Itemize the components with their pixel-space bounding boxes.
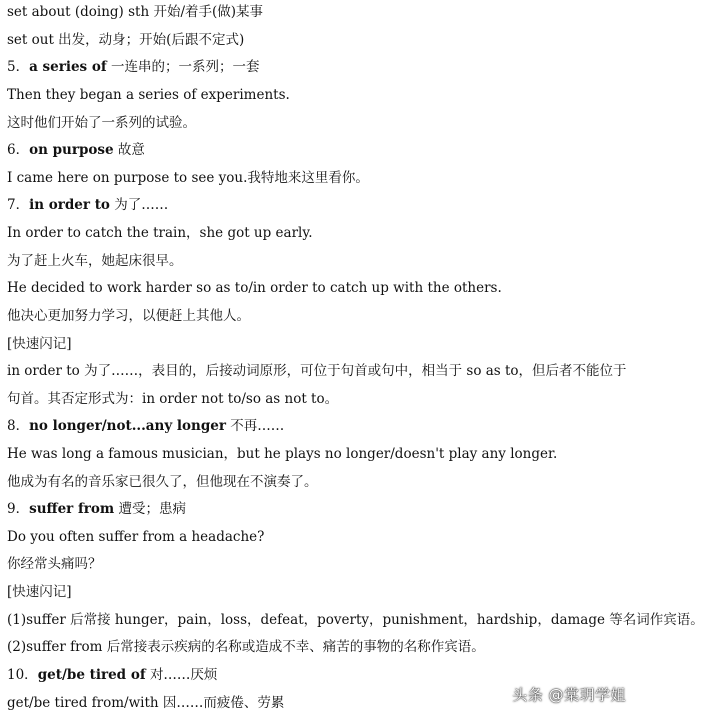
entry-number: 5． bbox=[7, 59, 30, 75]
text-line: 句首。其否定形式为：in order not to/so as not to。 bbox=[7, 391, 339, 407]
entry-term: a series of bbox=[29, 59, 107, 75]
text-line: Then they began a series of experiments. bbox=[7, 87, 290, 103]
entry-number: 8． bbox=[7, 418, 30, 434]
text-line: 这时他们开始了一系列的试验。 bbox=[7, 115, 196, 131]
entry-heading bbox=[7, 141, 632, 159]
text-line: In order to catch the train，she got up early. bbox=[7, 225, 313, 241]
entry-heading bbox=[7, 58, 632, 76]
text-line: Do you often suffer from a headache? bbox=[7, 529, 265, 545]
entry-meaning: 一连串的；一系列；一套 bbox=[110, 59, 260, 75]
text-line: set about (doing) sth 开始/着手(做)某事 bbox=[7, 4, 264, 20]
text-line: in order to 为了……，表目的，后接动词原形，可位于句首或句中，相当于 so as to，但后者不能位于 bbox=[7, 363, 627, 379]
text-line: He was long a famous musician，but he plays no longer/doesn't play any longer. bbox=[7, 446, 558, 462]
entry-number: 6． bbox=[7, 142, 30, 158]
entry-meaning: 遭受；患病 bbox=[118, 501, 186, 517]
entry-term: get/be tired of bbox=[37, 667, 146, 683]
entry-number: 7． bbox=[7, 197, 30, 213]
note-heading: [快速闪记] bbox=[7, 336, 72, 352]
entry-number: 9． bbox=[7, 501, 30, 517]
entry-heading bbox=[7, 666, 632, 684]
entry-term: on purpose bbox=[29, 142, 114, 158]
text-line: get/be tired from/with 因……而疲倦、劳累 bbox=[7, 695, 285, 711]
entry-heading bbox=[7, 196, 632, 214]
text-line: 他成为有名的音乐家已很久了，但他现在不演奏了。 bbox=[7, 474, 318, 490]
text-line: (2)suffer from 后常接表示疾病的名称或造成不幸、痛苦的事物的名称作宾语。 bbox=[7, 639, 485, 655]
entry-meaning: 为了…… bbox=[114, 197, 169, 213]
entry-term: suffer from bbox=[29, 501, 115, 517]
text-line: 为了赶上火车，她起床很早。 bbox=[7, 253, 183, 269]
entry-term: in order to bbox=[29, 197, 110, 213]
text-line: (1)suffer 后常接 hunger，pain，loss，defeat，poverty，punishment，hardship，damage 等名词作宾语。 bbox=[7, 612, 704, 628]
text-line: 你经常头痛吗？ bbox=[7, 556, 102, 572]
entry-meaning: 故意 bbox=[117, 142, 145, 158]
entry-meaning: 对……厌烦 bbox=[149, 667, 218, 683]
text-line: He decided to work harder so as to/in order to catch up with the others. bbox=[7, 280, 502, 296]
note-heading: [快速闪记] bbox=[7, 584, 72, 600]
text-line: set out 出发，动身；开始(后跟不定式) bbox=[7, 32, 245, 48]
text-line: 他决心更加努力学习，以便赶上其他人。 bbox=[7, 308, 250, 324]
entry-heading bbox=[7, 500, 632, 518]
text-line: I came here on purpose to see you.我特地来这里看你。 bbox=[7, 170, 369, 186]
entry-number: 10． bbox=[7, 667, 38, 683]
entry-term: no longer/not...any longer bbox=[29, 418, 226, 434]
watermark: 头条 @棠玥学姐 bbox=[512, 686, 626, 704]
entry-meaning: 不再…… bbox=[230, 418, 285, 434]
entry-heading bbox=[7, 417, 632, 435]
